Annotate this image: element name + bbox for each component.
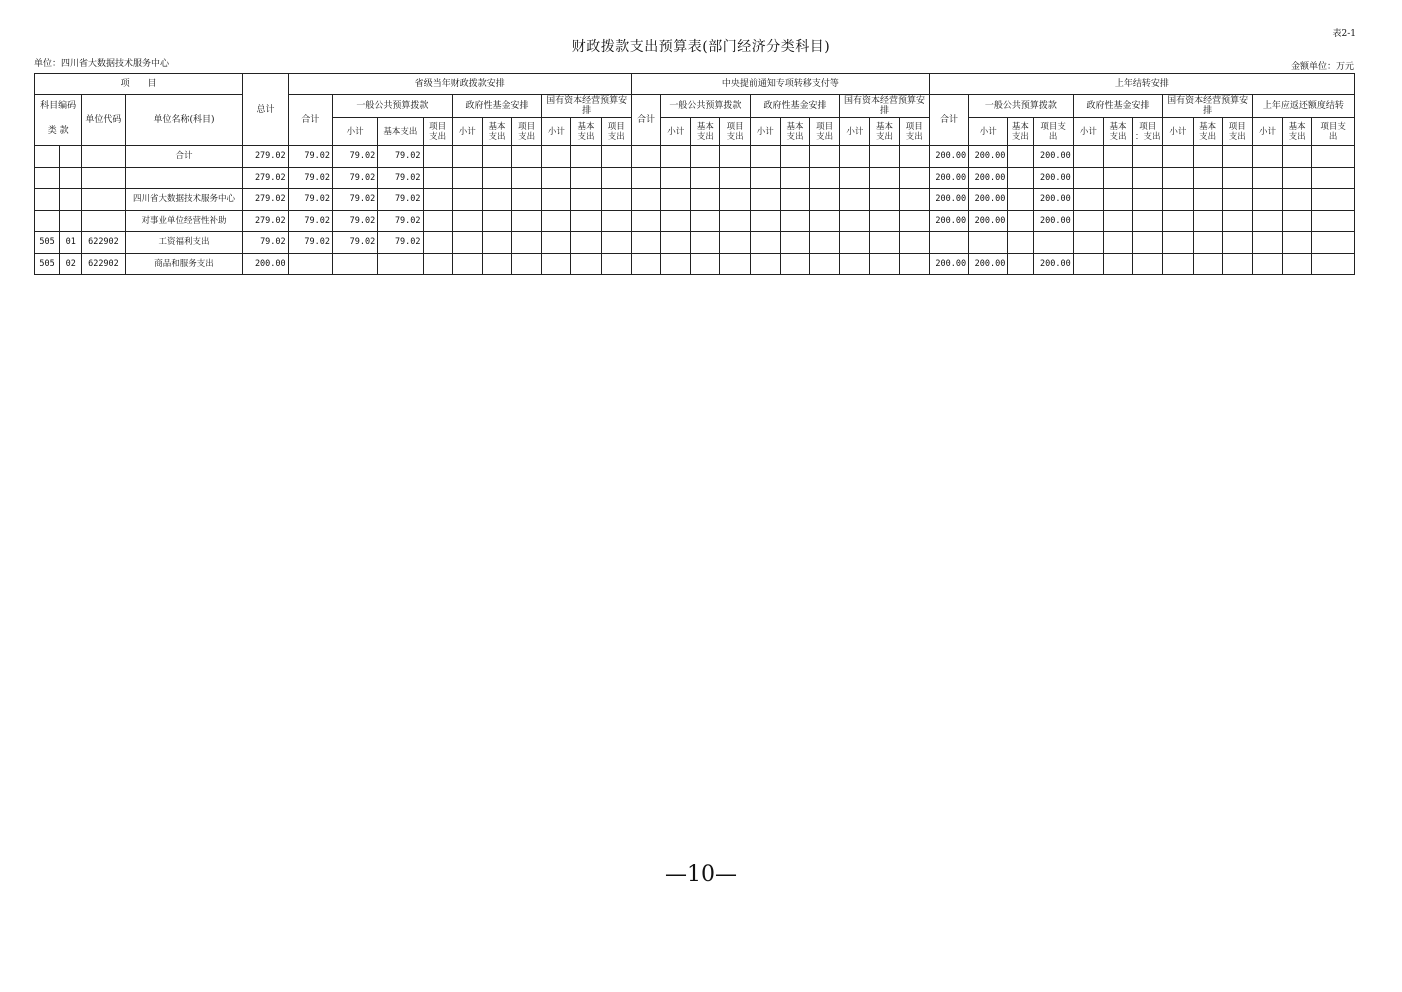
empty-cell <box>1163 189 1193 211</box>
amount-unit-label: 金额单位：万元 <box>1290 62 1354 72</box>
basic-exp-header: 基本 支出 <box>870 118 899 146</box>
empty-cell <box>1133 232 1163 254</box>
empty-cell <box>661 232 691 254</box>
cell-code: 622902 <box>82 232 125 254</box>
total-header: 总计 <box>243 74 288 146</box>
empty-cell <box>810 253 840 275</box>
empty-cell <box>1193 210 1222 232</box>
cell-c-proj: 200.00 <box>1033 210 1073 232</box>
empty-cell <box>899 146 929 168</box>
project-exp-header: 项目 ：支出 <box>1133 118 1163 146</box>
unit-name-header: 单位名称(科目) <box>125 95 243 146</box>
empty-cell <box>601 210 631 232</box>
empty-cell <box>423 167 452 189</box>
empty-cell <box>482 167 511 189</box>
empty-cell <box>750 232 780 254</box>
empty-cell <box>691 253 720 275</box>
carryover-refund-header: 上年应返还额度结转 <box>1252 95 1354 118</box>
table-row <box>35 146 1355 168</box>
empty-cell <box>571 146 601 168</box>
empty-cell <box>1193 232 1222 254</box>
basic-exp-header: 基本 支出 <box>571 118 601 146</box>
empty-cell <box>631 232 660 254</box>
empty-cell <box>840 146 870 168</box>
empty-cell <box>571 189 601 211</box>
empty-cell <box>899 232 929 254</box>
empty-cell <box>720 253 750 275</box>
basic-exp-header: 基本 支出 <box>780 118 809 146</box>
cell-sec: 02 <box>60 253 82 275</box>
empty-cell <box>1312 189 1355 211</box>
empty-cell <box>1283 253 1312 275</box>
cell-p-basic: 79.02 <box>378 232 423 254</box>
empty-cell <box>482 210 511 232</box>
cell-cls <box>35 210 60 232</box>
empty-cell <box>1222 189 1252 211</box>
empty-cell <box>571 210 601 232</box>
empty-cell <box>482 253 511 275</box>
empty-cell <box>899 253 929 275</box>
project-exp-header: 项目 支出 <box>601 118 631 146</box>
empty-cell <box>601 146 631 168</box>
empty-cell <box>1103 232 1132 254</box>
carryover-fund-header: 政府性基金安排 <box>1073 95 1163 118</box>
empty-cell <box>780 146 809 168</box>
cell-c-proj <box>1033 232 1073 254</box>
empty-cell <box>452 189 482 211</box>
empty-cell <box>870 167 899 189</box>
empty-cell <box>1312 232 1355 254</box>
cell-sec <box>60 210 82 232</box>
empty-cell <box>810 232 840 254</box>
cell-code <box>82 146 125 168</box>
unit-label: 单位：四川省大数据技术服务中心 <box>34 59 170 69</box>
empty-cell <box>1222 210 1252 232</box>
empty-cell <box>542 146 571 168</box>
empty-cell <box>1193 167 1222 189</box>
basic-exp-header: 基本 支出 <box>1193 118 1222 146</box>
empty-cell <box>1103 253 1132 275</box>
cell-c-sub: 200.00 <box>969 146 1008 168</box>
cell-p-sub <box>332 253 377 275</box>
cell-p-sum: 79.02 <box>288 146 332 168</box>
cell-name <box>125 167 243 189</box>
empty-cell <box>1193 189 1222 211</box>
empty-cell <box>1193 146 1222 168</box>
empty-cell <box>780 210 809 232</box>
empty-cell <box>661 167 691 189</box>
empty-cell <box>899 189 929 211</box>
empty-cell <box>810 146 840 168</box>
cell-total: 79.02 <box>243 232 288 254</box>
cell-code: 622902 <box>82 253 125 275</box>
empty-cell <box>423 232 452 254</box>
empty-cell <box>691 210 720 232</box>
cell-total: 279.02 <box>243 167 288 189</box>
empty-cell <box>452 210 482 232</box>
empty-cell <box>423 253 452 275</box>
empty-cell <box>1283 210 1312 232</box>
empty-cell <box>840 210 870 232</box>
cell-total: 200.00 <box>243 253 288 275</box>
header-row-1 <box>35 74 1355 95</box>
empty-cell <box>1133 167 1163 189</box>
project-exp-header: 项目 支出 <box>720 118 750 146</box>
provincial-group-header: 省级当年财政拨款安排 <box>288 74 631 95</box>
empty-cell <box>1073 189 1103 211</box>
empty-cell <box>840 253 870 275</box>
empty-cell <box>691 146 720 168</box>
cell-p-basic: 79.02 <box>378 189 423 211</box>
provincial-capital-header: 国有资本经营预算安排 <box>542 95 632 118</box>
empty-cell <box>750 189 780 211</box>
empty-cell <box>1103 167 1132 189</box>
empty-cell <box>1222 146 1252 168</box>
cell-name: 商品和服务支出 <box>125 253 243 275</box>
empty-cell <box>1312 253 1355 275</box>
empty-cell <box>870 146 899 168</box>
cell-c-proj: 200.00 <box>1033 167 1073 189</box>
cell-c-proj: 200.00 <box>1033 146 1073 168</box>
empty-cell <box>452 167 482 189</box>
cell-cls: 505 <box>35 232 60 254</box>
project-exp-header: 项目 支出 <box>810 118 840 146</box>
empty-cell <box>720 232 750 254</box>
class-section-header: 类 款 <box>35 118 82 146</box>
provincial-general-header: 一般公共预算拨款 <box>332 95 452 118</box>
empty-cell <box>631 146 660 168</box>
empty-cell <box>1222 167 1252 189</box>
empty-cell <box>1073 253 1103 275</box>
empty-cell <box>750 253 780 275</box>
empty-cell <box>840 189 870 211</box>
empty-cell <box>512 210 542 232</box>
central-fund-header: 政府性基金安排 <box>750 95 840 118</box>
empty-cell <box>1073 232 1103 254</box>
cell-c-sum: 200.00 <box>929 210 968 232</box>
cell-c-sub: 200.00 <box>969 167 1008 189</box>
empty-cell <box>512 146 542 168</box>
central-general-header: 一般公共预算拨款 <box>661 95 751 118</box>
cell-total: 279.02 <box>243 146 288 168</box>
empty-cell <box>899 167 929 189</box>
empty-cell <box>571 167 601 189</box>
subtotal-header: 小计 <box>1073 118 1103 146</box>
empty-cell <box>750 210 780 232</box>
unit-code-header: 单位代码 <box>82 95 125 146</box>
empty-cell <box>661 210 691 232</box>
basic-exp-header: 基本 支出 <box>1008 118 1033 146</box>
empty-cell <box>512 167 542 189</box>
subtotal-header: 小计 <box>750 118 780 146</box>
empty-cell <box>1008 189 1033 211</box>
empty-cell <box>1073 146 1103 168</box>
empty-cell <box>631 210 660 232</box>
empty-cell <box>810 210 840 232</box>
cell-name: 四川省大数据技术服务中心 <box>125 189 243 211</box>
empty-cell <box>1008 232 1033 254</box>
cell-p-sub: 79.02 <box>332 167 377 189</box>
table-row <box>35 167 1355 189</box>
empty-cell <box>1163 253 1193 275</box>
empty-cell <box>1193 253 1222 275</box>
cell-p-basic: 79.02 <box>378 167 423 189</box>
cell-p-sum: 79.02 <box>288 167 332 189</box>
subtotal-header: 小计 <box>1163 118 1193 146</box>
item-header: 项 目 <box>35 74 243 95</box>
empty-cell <box>840 232 870 254</box>
empty-cell <box>1252 210 1282 232</box>
subtotal-header: 小计 <box>969 118 1008 146</box>
central-sum-header: 合计 <box>631 95 660 146</box>
cell-c-proj: 200.00 <box>1033 253 1073 275</box>
cell-c-sum: 200.00 <box>929 189 968 211</box>
cell-total: 279.02 <box>243 189 288 211</box>
empty-cell <box>1252 167 1282 189</box>
empty-cell <box>542 167 571 189</box>
empty-cell <box>1222 232 1252 254</box>
empty-cell <box>1252 189 1282 211</box>
cell-p-sum <box>288 253 332 275</box>
empty-cell <box>810 189 840 211</box>
empty-cell <box>1163 167 1193 189</box>
empty-cell <box>601 167 631 189</box>
form-number: 表2-1 <box>1332 29 1356 39</box>
cell-c-sub: 200.00 <box>969 189 1008 211</box>
cell-p-sum: 79.02 <box>288 210 332 232</box>
cell-c-sub <box>969 232 1008 254</box>
empty-cell <box>1133 189 1163 211</box>
empty-cell <box>1283 146 1312 168</box>
empty-cell <box>482 232 511 254</box>
central-capital-header: 国有资本经营预算安排 <box>840 95 930 118</box>
empty-cell <box>601 189 631 211</box>
cell-sec: 01 <box>60 232 82 254</box>
project-exp-header: 项目 支出 <box>512 118 542 146</box>
cell-sec <box>60 189 82 211</box>
empty-cell <box>571 253 601 275</box>
empty-cell <box>423 189 452 211</box>
budget-table <box>34 73 1355 275</box>
empty-cell <box>482 189 511 211</box>
empty-cell <box>452 253 482 275</box>
cell-cls <box>35 167 60 189</box>
project-exp-header: 项目支 出 <box>1033 118 1073 146</box>
cell-p-sub: 79.02 <box>332 210 377 232</box>
cell-c-sum: 200.00 <box>929 146 968 168</box>
empty-cell <box>1008 210 1033 232</box>
cell-code <box>82 189 125 211</box>
empty-cell <box>899 210 929 232</box>
empty-cell <box>1252 146 1282 168</box>
empty-cell <box>1073 210 1103 232</box>
empty-cell <box>571 232 601 254</box>
empty-cell <box>1252 232 1282 254</box>
cell-c-sum <box>929 232 968 254</box>
empty-cell <box>1312 167 1355 189</box>
empty-cell <box>870 232 899 254</box>
basic-exp-header: 基本 支出 <box>482 118 511 146</box>
empty-cell <box>1312 210 1355 232</box>
empty-cell <box>631 189 660 211</box>
empty-cell <box>542 253 571 275</box>
empty-cell <box>1312 146 1355 168</box>
empty-cell <box>1163 232 1193 254</box>
empty-cell <box>780 232 809 254</box>
subtotal-header: 小计 <box>840 118 870 146</box>
table-row <box>35 189 1355 211</box>
empty-cell <box>691 232 720 254</box>
empty-cell <box>452 146 482 168</box>
empty-cell <box>780 189 809 211</box>
project-exp-header: 项目 支出 <box>423 118 452 146</box>
carryover-general-header: 一般公共预算拨款 <box>969 95 1074 118</box>
empty-cell <box>870 189 899 211</box>
cell-cls <box>35 189 60 211</box>
empty-cell <box>661 189 691 211</box>
provincial-fund-header: 政府性基金安排 <box>452 95 542 118</box>
subtotal-header: 小计 <box>332 118 377 146</box>
cell-name: 合计 <box>125 146 243 168</box>
empty-cell <box>1283 189 1312 211</box>
empty-cell <box>1133 146 1163 168</box>
empty-cell <box>601 253 631 275</box>
cell-p-basic <box>378 253 423 275</box>
cell-cls <box>35 146 60 168</box>
cell-p-sum: 79.02 <box>288 189 332 211</box>
empty-cell <box>691 189 720 211</box>
empty-cell <box>750 146 780 168</box>
empty-cell <box>720 146 750 168</box>
empty-cell <box>810 167 840 189</box>
empty-cell <box>1133 253 1163 275</box>
empty-cell <box>512 253 542 275</box>
empty-cell <box>661 146 691 168</box>
empty-cell <box>691 167 720 189</box>
cell-name: 对事业单位经营性补助 <box>125 210 243 232</box>
empty-cell <box>452 232 482 254</box>
empty-cell <box>720 210 750 232</box>
empty-cell <box>870 253 899 275</box>
empty-cell <box>1163 146 1193 168</box>
cell-total: 279.02 <box>243 210 288 232</box>
empty-cell <box>423 146 452 168</box>
cell-cls: 505 <box>35 253 60 275</box>
empty-cell <box>1103 210 1132 232</box>
empty-cell <box>720 167 750 189</box>
subtotal-header: 小计 <box>542 118 571 146</box>
cell-code <box>82 210 125 232</box>
empty-cell <box>1283 167 1312 189</box>
empty-cell <box>601 232 631 254</box>
empty-cell <box>512 232 542 254</box>
cell-c-sub: 200.00 <box>969 253 1008 275</box>
basic-exp-header: 基本支出 <box>378 118 423 146</box>
empty-cell <box>780 167 809 189</box>
basic-exp-header: 基本 支出 <box>1283 118 1312 146</box>
cell-p-sub: 79.02 <box>332 146 377 168</box>
empty-cell <box>661 253 691 275</box>
table-row <box>35 210 1355 232</box>
empty-cell <box>631 253 660 275</box>
cell-code <box>82 167 125 189</box>
empty-cell <box>542 189 571 211</box>
cell-c-sum: 200.00 <box>929 253 968 275</box>
header-row-2 <box>35 95 1355 118</box>
central-group-header: 中央提前通知专项转移支付等 <box>631 74 929 95</box>
empty-cell <box>750 167 780 189</box>
cell-sec <box>60 167 82 189</box>
empty-cell <box>631 167 660 189</box>
basic-exp-header: 基本 支出 <box>691 118 720 146</box>
table-row <box>35 253 1355 275</box>
empty-cell <box>780 253 809 275</box>
empty-cell <box>1283 232 1312 254</box>
project-exp-header: 项目 支出 <box>899 118 929 146</box>
empty-cell <box>1073 167 1103 189</box>
empty-cell <box>1008 253 1033 275</box>
empty-cell <box>1222 253 1252 275</box>
empty-cell <box>542 210 571 232</box>
empty-cell <box>840 167 870 189</box>
empty-cell <box>720 189 750 211</box>
subtotal-header: 小计 <box>1252 118 1282 146</box>
subject-code-header: 科目编码 <box>35 95 82 118</box>
empty-cell <box>1163 210 1193 232</box>
empty-cell <box>1103 189 1132 211</box>
cell-c-proj: 200.00 <box>1033 189 1073 211</box>
project-exp-header: 项目支 出 <box>1312 118 1355 146</box>
cell-p-basic: 79.02 <box>378 146 423 168</box>
empty-cell <box>1252 253 1282 275</box>
cell-p-basic: 79.02 <box>378 210 423 232</box>
carryover-sum-header: 合计 <box>929 95 968 146</box>
cell-c-sub: 200.00 <box>969 210 1008 232</box>
page-number: —10— <box>665 862 737 887</box>
cell-p-sub: 79.02 <box>332 232 377 254</box>
empty-cell <box>1008 146 1033 168</box>
cell-p-sub: 79.02 <box>332 189 377 211</box>
cell-name: 工资福利支出 <box>125 232 243 254</box>
basic-exp-header: 基本 支出 <box>1103 118 1132 146</box>
table-row <box>35 232 1355 254</box>
empty-cell <box>1133 210 1163 232</box>
cell-sec <box>60 146 82 168</box>
empty-cell <box>482 146 511 168</box>
empty-cell <box>870 210 899 232</box>
cell-c-sum: 200.00 <box>929 167 968 189</box>
page-title: 财政拨款支出预算表(部门经济分类科目) <box>571 39 831 55</box>
carryover-group-header: 上年结转安排 <box>929 74 1354 95</box>
empty-cell <box>1103 146 1132 168</box>
empty-cell <box>542 232 571 254</box>
carryover-capital-header: 国有资本经营预算安排 <box>1163 95 1253 118</box>
empty-cell <box>1008 167 1033 189</box>
provincial-sum-header: 合计 <box>288 95 332 146</box>
empty-cell <box>423 210 452 232</box>
subtotal-header: 小计 <box>452 118 482 146</box>
subtotal-header: 小计 <box>661 118 691 146</box>
project-exp-header: 项目 支出 <box>1222 118 1252 146</box>
empty-cell <box>512 189 542 211</box>
cell-p-sum: 79.02 <box>288 232 332 254</box>
